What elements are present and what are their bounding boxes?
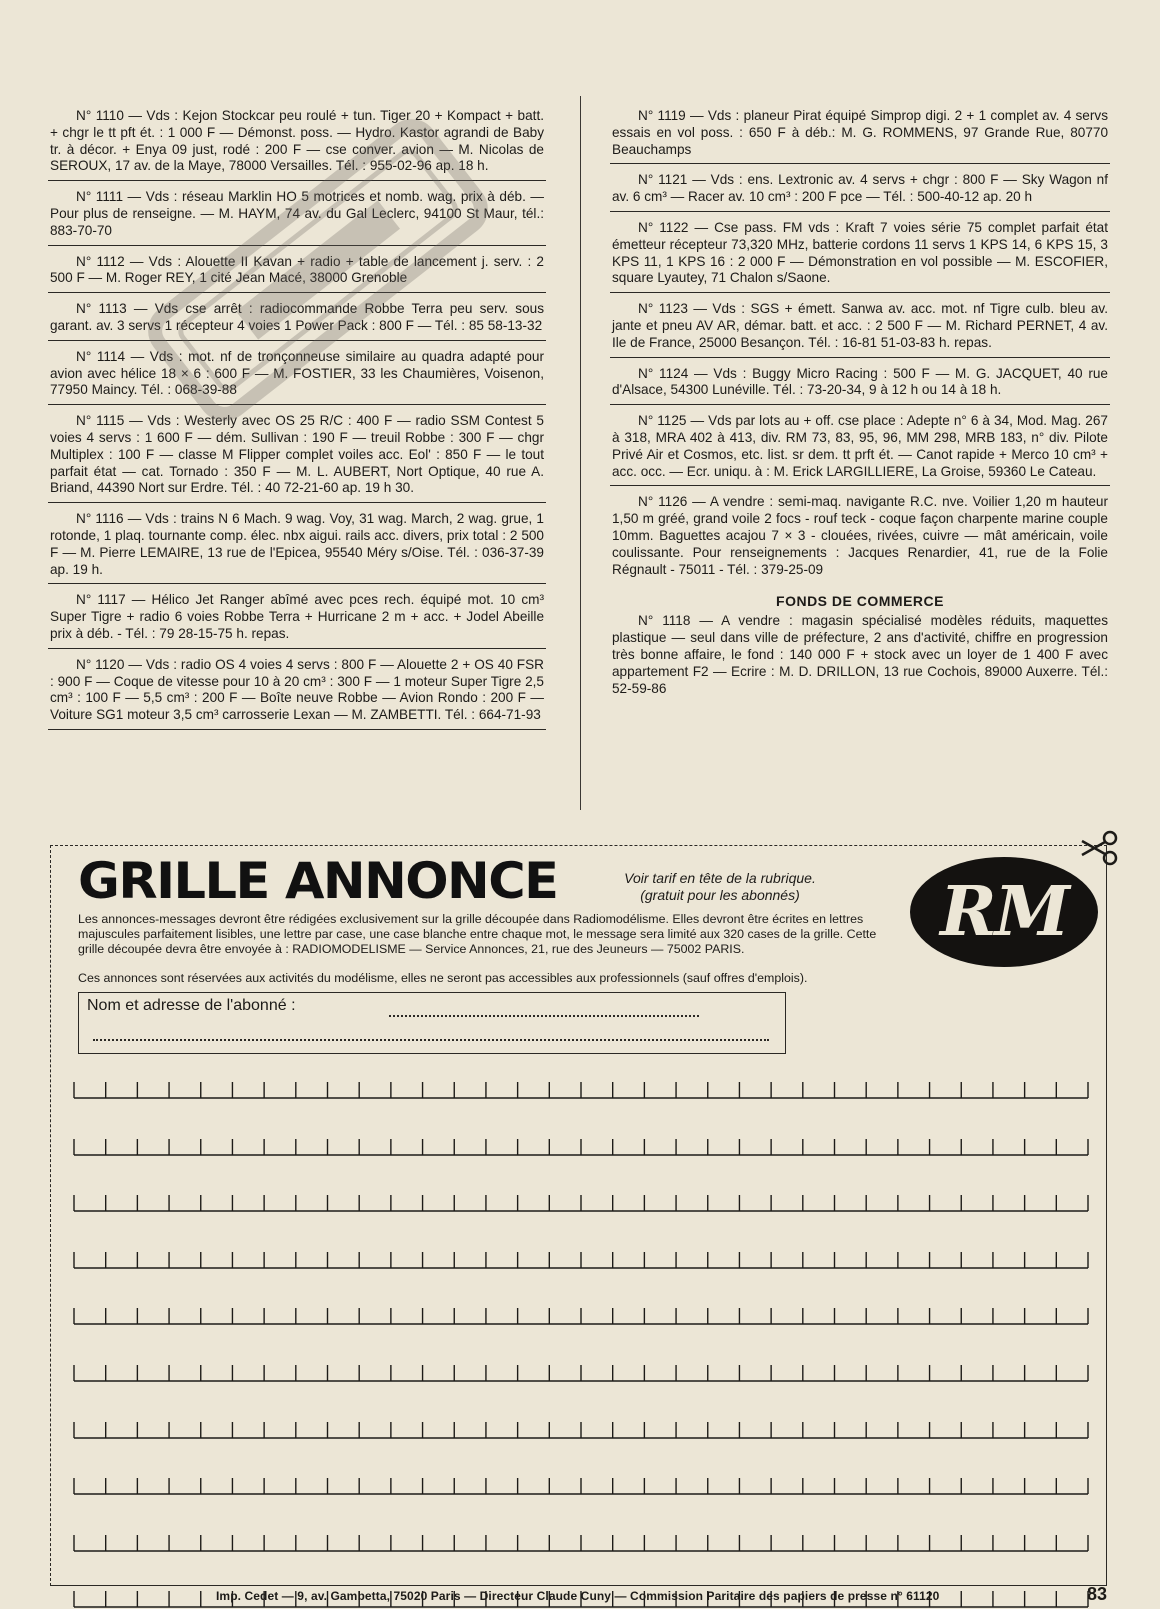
classified-ad: N° 1123 — Vds : SGS + émett. Sanwa av. acc. mot. nf Tigre culb. bleu av. jante et pneu AV AR, démar. batt. et acc. : 2 500 F — M. Richard PERNET, 4 av. Ile de France, 25000 Besançon. Tél. : 16-81 51-03-83 h. repas. [610,293,1110,357]
section-heading: FONDS DE COMMERCE [776,593,944,610]
grid-row[interactable] [72,1478,1106,1494]
tarif-line: (gratuit pour les abonnés) [640,887,800,903]
subscriber-name-box[interactable] [78,992,786,1054]
form-instructions-tail: Ces annonces sont réservées aux activités du modélisme, elles ne seront pas accessibles aux professionnels (sauf offres d'emplois). [78,971,808,985]
tarif-note [560,870,880,904]
form-border-right [1106,845,1107,1586]
classified-ad: N° 1110 — Vds : Kejon Stockcar peu roulé + tun. Tiger 20 + Kompact + batt. + chgr le tt pft ét. : 1 000 F — Démonst. poss. — Hydro. Kastor agrandi de Baby tr. à décor. + Enya 09 just, rodé : 200 F — cse conver. avion — M. Nicolas de SEROUX, 17 av. de la Maye, 78000 Versailles. Tél. : 955-02-96 ap. 18 h. [48,96,546,181]
classified-ad: N° 1126 — A vendre : semi-maq. navigante R.C. nve. Voilier 1,20 m hauteur 1,50 m gréé, grand voile 2 focs - rouf teck - coque façon charpente marine couple 10mm. Baguettes acajou 7 × 3 - clouées, rivées, cuivre — mât américain, voile coulissante. Pour renseignements : Jacques Renardier, 41, rue de la Folie Régnault - 75011 - Tél. : 379-25-09 [612,494,1108,577]
classified-ad: N° 1116 — Vds : trains N 6 Mach. 9 wag. Voy, 31 wag. March, 2 wag. grue, 1 rotonde, 1 plaq. tournante comp. élec. nbx aigui. rails acc. divers, prix total : 2 500 F — M. Pierre LEMAIRE, 13 rue de l'Epicea, 95540 Méry s/Oise. Tél. : 036-37-39 ap. 19 h. [48,503,546,584]
left-ads-column [48,96,546,730]
footer-imprint: Imp. Cedet — 9, av. Gambetta, 75020 Paris — Directeur Claude Cuny — Commission Paritaire des papiers de presse n° 61120 [216,1589,940,1603]
subscriber-name-label: Nom et adresse de l'abonné : [87,997,296,1014]
rm-logo-text: RM [940,872,1068,952]
classified-ad: N° 1112 — Vds : Alouette II Kavan + radio + table de lancement j. serv. : 2 500 F — M. Roger REY, 1 cité Jean Macé, 38000 Grenoble [48,246,546,294]
classified-ad: N° 1119 — Vds : planeur Pirat équipé Simprop digi. 2 + 1 complet av. 4 servs essais en vol poss. : 650 F à déb.: M. G. ROMMENS, 97 Grande Rue, 80770 Beauchamps [610,96,1110,164]
classified-ad: N° 1120 — Vds : radio OS 4 voies 4 servs : 800 F — Alouette 2 + OS 40 FSR : 900 F — Coque de vitesse pour 10 à 20 cm³ : 300 F — 1 moteur Super Tigre 2,5 cm³ : 100 F — 5,5 cm³ : 200 F — Boîte neuve Robbe — Avion Rondo : 200 F — Voiture SG1 moteur 3,5 cm³ carrosserie Lexan — M. ZAMBETTI. Tél. : 664-71-93 [48,649,546,730]
address-dotted-line[interactable] [93,1039,769,1041]
tarif-line: Voir tarif en tête de la rubrique. [624,870,816,886]
classified-ad: N° 1121 — Vds : ens. Lextronic av. 4 servs + chgr : 800 F — Sky Wagon nf av. 6 cm³ — Racer av. 10 cm³ : 200 F pce — Tél. : 500-40-12 ap. 20 h [610,164,1110,212]
form-border-bottom [50,1585,1106,1586]
grid-row[interactable] [72,1082,1106,1098]
grid-row[interactable] [72,1195,1106,1211]
grid-row[interactable] [72,1365,1106,1381]
classified-ad: N° 1114 — Vds : mot. nf de tronçonneuse similaire au quadra adapté pour avion avec hélice 18 × 6 : 600 F — M. FOSTIER, 33 les Chaumières, Voisenon, 77950 Maincy. Tél. : 068-39-88 [48,341,546,405]
right-ads-column [610,96,1110,702]
classified-ad: N° 1115 — Vds : Westerly avec OS 25 R/C : 400 F — radio SSM Contest 5 voies 4 servs : 1 600 F — dém. Sullivan : 190 F — treuil Robbe : 300 F — chgr Multiplex : 100 F — classe M Flipper complet voiles acc. Eol' : 850 F — le tout parfait état — cat. Tornado : 350 F — M. L. AUBERT, Nort Optique, 40 rue A. Briand, 44390 Nort sur Erdre. Tél. : 40 72-21-60 ap. 19 h 30. [48,405,546,503]
grid-row[interactable] [72,1252,1106,1268]
classified-ad: N° 1111 — Vds : réseau Marklin HO 5 motrices et nomb. wag. prix à déb. — Pour plus de renseigne. — M. HAYM, 74 av. du Gal Leclerc, 94100 St Maur, tél.: 883-70-70 [48,181,546,245]
scissors-icon [1080,830,1124,866]
form-instructions: Les annonces-messages devront être rédigées exclusivement sur la grille découpée dans Radiomodélisme. Elles devront être écrites en lettres majuscules parfaitement lisibles, une lettre par case, une case blanche entre chaque mot, le message sera limité aux 320 cases de la grille. Cette grille découpée devra être envoyée à : RADIOMODELISME — Service Annonces, 21, rue des Jeuneurs — 75002 PARIS. [78,912,877,956]
classified-ad: N° 1125 — Vds par lots au + off. cse place : Adepte n° 6 à 34, Mod. Mag. 267 à 318, MRA 402 à 413, div. RM 73, 83, 95, 96, MM 298, MRB 183, n° div. Pilote Privé Air et Cosmos, etc. list. sr dem. tt prft ét. — Canot rapide + Merco 10 cm³ + acc. occ. — Ecr. uniqu. à : M. Erick LARGILLIERE, La Groise, 59360 Le Cateau. [610,405,1110,486]
classified-ad: N° 1124 — Vds : Buggy Micro Racing : 500 F — M. G. JACQUET, 40 rue d'Alsace, 54300 Lunéville. Tél. : 73-20-34, 9 à 12 h ou 14 à 18 h. [610,358,1110,406]
column-divider [580,96,581,810]
name-dotted-line[interactable] [389,1015,699,1017]
grid-row[interactable] [72,1422,1106,1438]
grid-row[interactable] [72,1139,1106,1155]
classified-ad: N° 1117 — Hélico Jet Ranger abîmé avec pces rech. équipé mot. 10 cm³ Super Tigre + radio 6 voies Robbe Terra + Hurricane 2 m + acc. + Jodel Abeille prix à déb. - Tél. : 79 28-15-75 h. repas. [48,584,546,648]
classified-ad: N° 1122 — Cse pass. FM vds : Kraft 7 voies série 75 complet parfait état émetteur récepteur 73,320 MHz, batterie cordons 11 servs 1 KPS 14, 6 KPS 15, 3 KPS 11, 1 KPS 16 : 2 000 F — Démonstration en vol possible — M. ESCOFIER, square Lyautey, 71 Chalon s/Saone. [610,212,1110,293]
classified-ad: N° 1113 — Vds cse arrêt : radiocommande Robbe Terra peu serv. sous garant. av. 3 servs 1 récepteur 4 voies 1 Power Pack : 800 F — Tél. : 85 58-13-32 [48,293,546,341]
grid-row[interactable] [72,1308,1106,1324]
classified-ad: N° 1118 — A vendre : magasin spécialisé modèles réduits, maquettes plastique — seul dans ville de préfecture, 2 ans d'activité, chiffre en progression très bonne affaire, le fond : 140 000 F + stock avec un loyer de 1 400 F avec appartement F2 — Ecrire : M. D. DRILLON, 13 rue Cochois, 89000 Auxerre. Tél.: 52-59-86 [612,613,1108,696]
rm-logo [910,857,1098,967]
form-title: GRILLE ANNONCE [78,852,558,910]
page-number: 83 [1087,1584,1108,1604]
grid-row[interactable] [72,1535,1106,1551]
